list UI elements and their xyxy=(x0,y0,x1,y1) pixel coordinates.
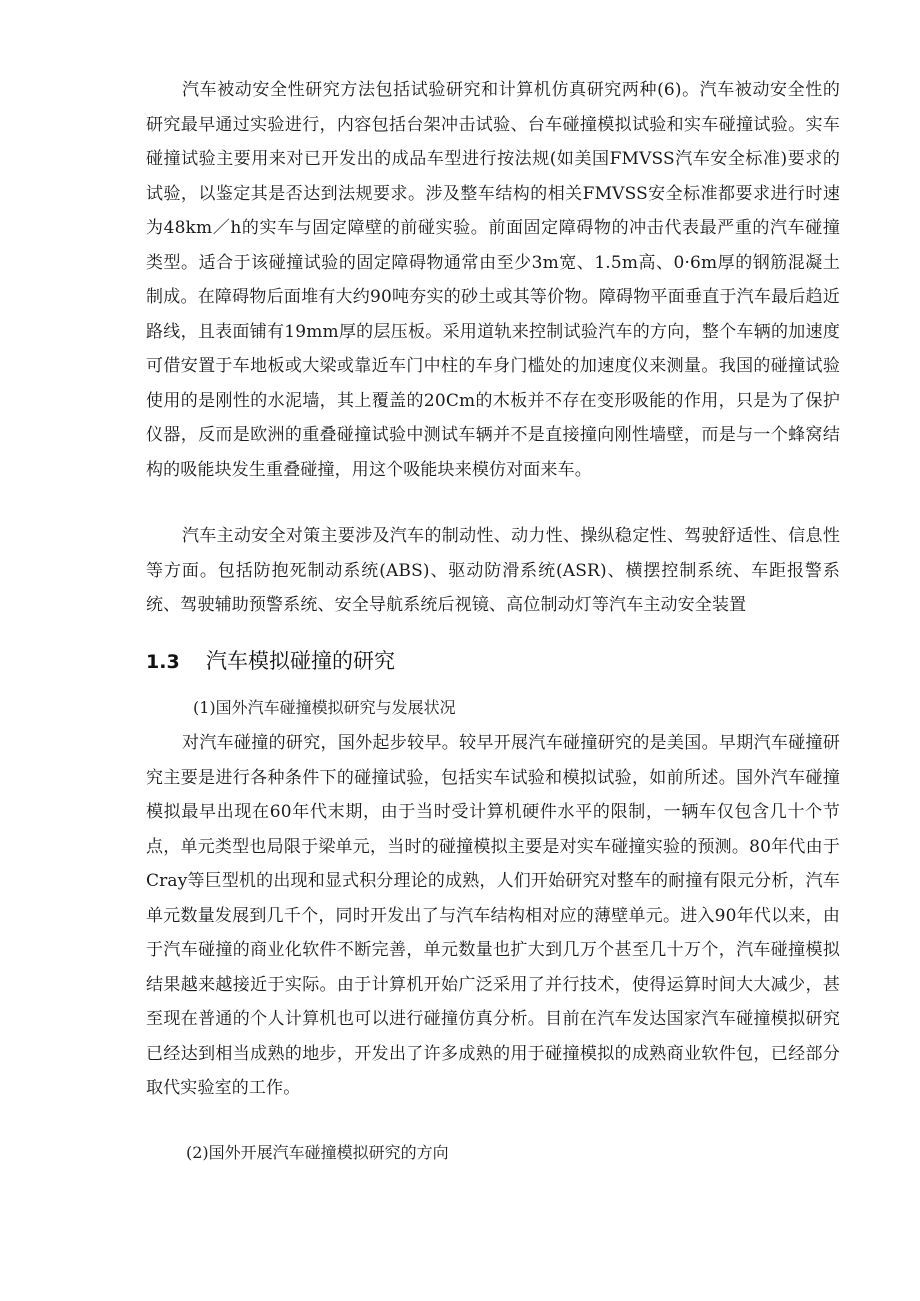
paragraph-passive-safety: 汽车被动安全性研究方法包括试验研究和计算机仿真研究两种(6)。汽车被动安全性的研究最早通过实验进行，内容包括台架冲击试验、台车碰撞模拟试验和实车碰撞试验。实车碰撞试验主要用来对已开发出的成品车型进行按法规(如美国FMVSS汽车安全标准)要求的试验，以鉴定其是否达到法规要求。涉及整车结构的相关FMVSS安全标准都要求进行时速为48km／h的实车与固定障壁的前碰实验。前面固定障碍物的冲击代表最严重的汽车碰撞类型。适合于该碰撞试验的固定障碍物通常由至少3m宽、1.5m高、0·6m厚的钢筋混凝土制成。在障碍物后面堆有大约90吨夯实的砂土或其等价物。障碍物平面垂直于汽车最后趋近路线，且表面铺有19mm厚的层压板。采用道轨来控制试验汽车的方向，整个车辆的加速度可借安置于车地板或大梁或靠近车门中柱的车身门槛处的加速度仪来测量。我国的碰撞试验使用的是刚性的水泥墙，其上覆盖的20Cm的木板并不存在变形吸能的作用，只是为了保护仪器，反而是欧洲的重叠碰撞试验中测试车辆并不是直接撞向刚性墙壁，而是与一个蜂窝结构的吸能块发生重叠碰撞，用这个吸能块来模仿对面来车。 xyxy=(146,80,840,480)
paragraph-active-safety: 汽车主动安全对策主要涉及汽车的制动性、动力性、操纵稳定性、驾驶舒适性、信息性等方面。包括防抱死制动系统(ABS)、驱动防滑系统(ASR)、横摆控制系统、车距报警系统、驾驶辅助预警系统、安全导航系统后视镜、高位制动灯等汽车主动安全装置 xyxy=(146,526,840,615)
section-number: 1.3 xyxy=(146,651,180,673)
subheading-directions: (2)国外开展汽车碰撞模拟研究的方向 xyxy=(186,1143,449,1162)
subheading-status: (1)国外汽车碰撞模拟研究与发展状况 xyxy=(193,698,456,717)
section-title: 汽车模拟碰撞的研究 xyxy=(206,649,395,673)
paragraph-foreign-research: 对汽车碰撞的研究，国外起步较早。较早开展汽车碰撞研究的是美国。早期汽车碰撞研究主要是进行各种条件下的碰撞试验，包括实车试验和模拟试验，如前所述。国外汽车碰撞模拟最早出现在60年代末期，由于当时受计算机硬件水平的限制，一辆车仅包含几十个节点，单元类型也局限于梁单元，当时的碰撞模拟主要是对实车碰撞实验的预测。80年代由于Cray等巨型机的出现和显式积分理论的成熟，人们开始研究对整车的耐撞有限元分析，汽车单元数量发展到几千个，同时开发出了与汽车结构相对应的薄壁单元。进入90年代以来，由于汽车碰撞的商业化软件不断完善，单元数量也扩大到几万个甚至几十万个，汽车碰撞模拟结果越来越接近于实际。由于计算机开始广泛采用了并行技术，使得运算时间大大减少，甚至现在普通的个人计算机也可以进行碰撞仿真分析。目前在汽车发达国家汽车碰撞模拟研究已经达到相当成熟的地步，开发出了许多成熟的用于碰撞模拟的成熟商业软件包，已经部分取代实验室的工作。 xyxy=(146,733,840,1098)
section-heading xyxy=(146,645,395,675)
